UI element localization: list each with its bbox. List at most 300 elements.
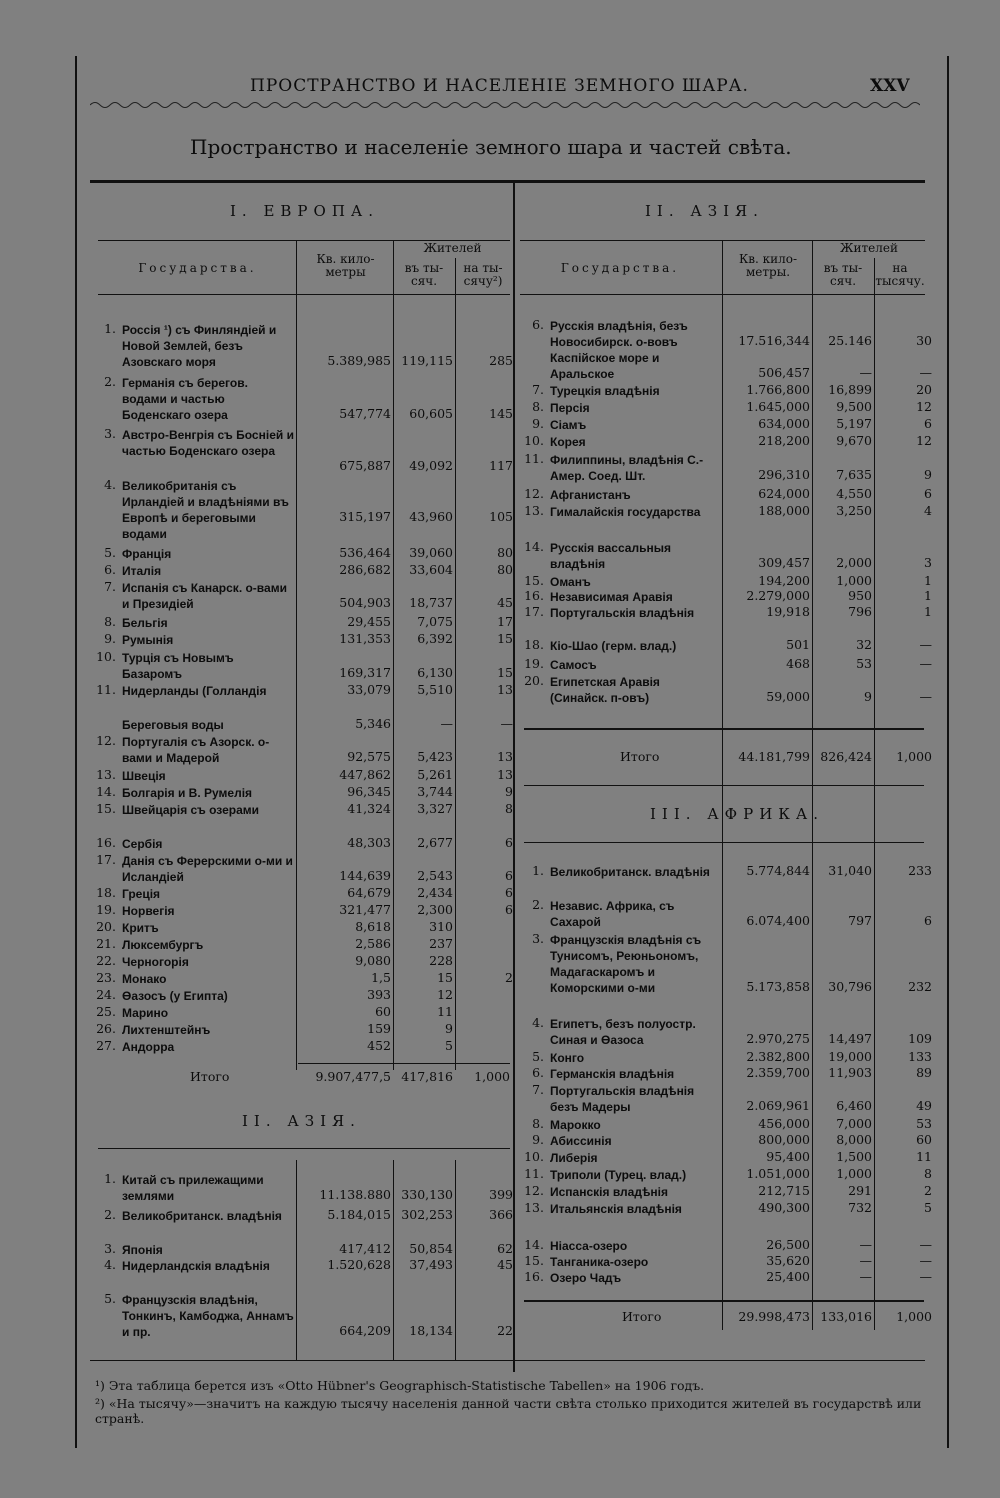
per-thousand-value: 6 — [505, 868, 513, 883]
area-value: 296,310 — [758, 467, 810, 482]
area-value: 9,080 — [355, 953, 391, 968]
state-name: Русскія вассальныя владѣнія — [550, 541, 671, 571]
state-name: Корея — [550, 435, 586, 449]
per-thousand-value: — — [919, 637, 932, 652]
area-value: 5.184,015 — [327, 1207, 391, 1222]
state-name: Великобританія съ Ирландіей и владѣніями въ Европѣ и береговыми водами — [122, 479, 289, 541]
europe-col-pop-thousands: въ ты-сяч. — [404, 261, 444, 288]
per-thousand-value: 1 — [924, 588, 932, 603]
population-value: 60,605 — [409, 406, 453, 421]
row-number: 5. — [104, 545, 116, 560]
population-value: 2,434 — [417, 885, 453, 900]
population-value: 4,550 — [836, 486, 872, 501]
population-value: 797 — [848, 913, 872, 928]
population-value: 237 — [429, 936, 453, 951]
row-number: 17. — [96, 852, 116, 867]
per-thousand-value: 80 — [497, 545, 513, 560]
row-number: 17. — [524, 604, 544, 619]
population-value: 33,604 — [409, 562, 453, 577]
population-value: — — [859, 1237, 872, 1252]
population-value: 18,737 — [409, 595, 453, 610]
population-value: 37,493 — [409, 1257, 453, 1272]
area-value: 218,200 — [758, 433, 810, 448]
africa-top-rule — [524, 785, 924, 786]
population-value: 7,000 — [836, 1116, 872, 1131]
state-name: Французскія владѣнія, Тонкинъ, Камбоджа, Аннамъ и пр. — [122, 1293, 294, 1339]
running-title: ПРОСТРАНСТВО И НАСЕЛЕНІЕ ЗЕМНОГО ШАРА. — [250, 76, 749, 96]
state-name: Марино — [122, 1006, 169, 1020]
europe-total-label: Итого — [190, 1069, 230, 1084]
area-value: 800,000 — [758, 1132, 810, 1147]
state-name: Филиппины, владѣнія С.-Амер. Соед. Шт. — [550, 453, 704, 483]
population-value: 1,000 — [836, 573, 872, 588]
state-name: Кіо-Шао (герм. влад.) — [550, 639, 677, 653]
population-value: 5,261 — [417, 767, 453, 782]
per-thousand-value: 6 — [505, 885, 513, 900]
population-value: 291 — [848, 1183, 872, 1198]
state-name: Швеція — [122, 769, 166, 783]
area-value: 35,620 — [766, 1253, 810, 1268]
africa-section-title: III. АФРИКА. — [650, 805, 825, 823]
state-name: Египетъ, безъ полуостр. Синая и Өазоса — [550, 1017, 696, 1047]
area-value: 5.774,844 — [746, 863, 810, 878]
population-value: 302,253 — [401, 1207, 453, 1222]
state-name: Абиссинія — [550, 1134, 612, 1148]
state-name: Бельгія — [122, 616, 168, 630]
per-thousand-value: 15 — [497, 631, 513, 646]
population-value: 950 — [848, 588, 872, 603]
europe-total-per: 1,000 — [474, 1069, 510, 1084]
area-value: 468 — [786, 656, 810, 671]
area-value: 159 — [367, 1021, 391, 1036]
area-value: 2.069,961 — [746, 1098, 810, 1113]
area-value: 1.645,000 — [746, 399, 810, 414]
row-number: 9. — [532, 416, 544, 431]
per-thousand-value: 60 — [916, 1132, 932, 1147]
area-value: 131,353 — [339, 631, 391, 646]
state-name: Независимая Аравія — [550, 590, 673, 604]
per-thousand-value: 4 — [924, 503, 932, 518]
state-name: Андорра — [122, 1040, 175, 1054]
asia-col-state: Государства. — [560, 261, 680, 275]
area-value: 26,500 — [766, 1237, 810, 1252]
area-value: 504,903 — [339, 595, 391, 610]
per-thousand-value: — — [919, 1253, 932, 1268]
row-number: 7. — [532, 1082, 544, 1097]
state-name: Португальскія владѣнія безъ Мадеры — [550, 1084, 695, 1114]
row-number: 2. — [532, 897, 544, 912]
state-name: Люксембургъ — [122, 938, 204, 952]
population-value: 31,040 — [828, 863, 872, 878]
asia-col-pop-thousands: въ ты-сяч. — [823, 261, 863, 288]
asia-left-col-divider-1 — [296, 1160, 297, 1360]
population-value: 5,197 — [836, 416, 872, 431]
per-thousand-value: 109 — [908, 1031, 932, 1046]
area-value: 456,000 — [758, 1116, 810, 1131]
area-value: 634,000 — [758, 416, 810, 431]
state-name: Критъ — [122, 921, 159, 935]
per-thousand-value: 133 — [908, 1049, 932, 1064]
state-name: Черногорія — [122, 955, 189, 969]
per-thousand-value: 233 — [908, 863, 932, 878]
state-name: Русскія владѣнія, безъ Новосибирск. о-вовъ — [550, 319, 688, 349]
area-value: 547,774 — [339, 406, 391, 421]
europe-col-divider-2 — [393, 240, 394, 1070]
area-value: 64,679 — [347, 885, 391, 900]
row-number: 25. — [96, 1004, 116, 1019]
europe-total-area: 9.907,477,5 — [315, 1069, 391, 1084]
row-number: 1. — [104, 1171, 116, 1186]
state-name: Ніасса-озеро — [550, 1239, 628, 1253]
population-value: 5,423 — [417, 749, 453, 764]
per-thousand-value: 2 — [924, 1183, 932, 1198]
row-number: 4. — [104, 1257, 116, 1272]
state-name: Румынія — [122, 633, 174, 647]
area-value: 5,346 — [355, 716, 391, 731]
footnote-1: ¹) Эта таблица берется изъ «Otto Hübner's Geographisch-Statistische Tabellen» на 1906 годъ. — [95, 1378, 705, 1393]
population-value: 11,903 — [828, 1065, 872, 1080]
population-value: 18,134 — [409, 1323, 453, 1338]
area-value: 59,000 — [766, 689, 810, 704]
row-number: 3. — [532, 931, 544, 946]
row-number: 2. — [104, 374, 116, 389]
per-thousand-value: 2 — [505, 970, 513, 985]
population-value: — — [859, 1269, 872, 1284]
per-thousand-value: — — [919, 656, 932, 671]
europe-col-divider-1 — [296, 240, 297, 1070]
per-thousand-value: 5 — [924, 1200, 932, 1215]
row-number: 19. — [96, 902, 116, 917]
state-name: Монако — [122, 972, 167, 986]
area-value: 321,477 — [339, 902, 391, 917]
state-name: Египетская Аравія (Синайск. п-овъ) — [550, 675, 660, 705]
row-number: 4. — [532, 1015, 544, 1030]
row-number: 2. — [104, 1207, 116, 1222]
row-number: 16. — [524, 1269, 544, 1284]
state-name: Сіамъ — [550, 418, 587, 432]
europe-section-title: I. ЕВРОПА. — [230, 202, 380, 220]
per-thousand-value: — — [500, 716, 513, 731]
row-number: 26. — [96, 1021, 116, 1036]
africa-header-rule — [524, 842, 924, 843]
europe-col-pop-per: на ты-сячу²) — [463, 261, 503, 288]
population-value: 3,250 — [836, 503, 872, 518]
state-name: Великобританск. владѣнія — [122, 1209, 282, 1223]
area-value: 286,682 — [339, 562, 391, 577]
europe-col-divider-3 — [455, 258, 456, 1070]
population-value: — — [859, 1253, 872, 1268]
population-value: 9 — [864, 689, 872, 704]
population-value: 43,960 — [409, 509, 453, 524]
population-value: 310 — [429, 919, 453, 934]
population-value: 5,510 — [417, 682, 453, 697]
row-number: 14. — [524, 1237, 544, 1252]
area-value: 1.520,628 — [327, 1257, 391, 1272]
population-value: — — [859, 365, 872, 380]
row-number: 9. — [104, 631, 116, 646]
population-value: 14,497 — [828, 1031, 872, 1046]
population-value: 3,744 — [417, 784, 453, 799]
area-value: 1.051,000 — [746, 1166, 810, 1181]
per-thousand-value: 6 — [924, 416, 932, 431]
area-value: 2,586 — [355, 936, 391, 951]
row-number: 3. — [104, 1241, 116, 1256]
row-number: 5. — [532, 1049, 544, 1064]
per-thousand-value: 13 — [497, 682, 513, 697]
state-name: Греція — [122, 887, 161, 901]
population-value: 6,130 — [417, 665, 453, 680]
main-title: Пространство и населеніе земного шара и частей свѣта. — [190, 135, 792, 159]
state-name: Либерія — [550, 1151, 598, 1165]
per-thousand-value: 6 — [505, 835, 513, 850]
asia-right-total-rule — [524, 728, 924, 730]
row-number: 18. — [96, 885, 116, 900]
area-value: 393 — [367, 987, 391, 1002]
population-value: 32 — [856, 637, 872, 652]
per-thousand-value: 80 — [497, 562, 513, 577]
row-number: 20. — [96, 919, 116, 934]
state-name: Итальянскія владѣнія — [550, 1202, 682, 1216]
population-value: — — [440, 716, 453, 731]
population-value: 9,670 — [836, 433, 872, 448]
area-value: 452 — [367, 1038, 391, 1053]
row-number: 8. — [532, 399, 544, 414]
state-name: Италія — [122, 564, 162, 578]
europe-total-rule — [298, 1063, 510, 1064]
row-number: 7. — [104, 579, 116, 594]
state-name: Франція — [122, 547, 172, 561]
population-value: 6,392 — [417, 631, 453, 646]
row-number: 12. — [96, 733, 116, 748]
row-number: 6. — [532, 317, 544, 332]
bottom-rule — [90, 1360, 925, 1361]
state-name: Лихтенштейнъ — [122, 1023, 211, 1037]
africa-total-rule — [524, 1300, 924, 1302]
area-value: 96,345 — [347, 784, 391, 799]
area-value: 6.074,400 — [746, 913, 810, 928]
area-value: 8,618 — [355, 919, 391, 934]
per-thousand-value: 6 — [505, 902, 513, 917]
population-value: 119,115 — [401, 353, 453, 368]
area-value: 92,575 — [347, 749, 391, 764]
state-name: Россія ¹) съ Финляндіей и Новой Землей, безъ Азовскаго моря — [122, 323, 277, 369]
population-value: 3,327 — [417, 801, 453, 816]
state-name: Португальскія владѣнія — [550, 606, 695, 620]
per-thousand-value: 15 — [497, 665, 513, 680]
state-name: Конго — [550, 1051, 585, 1065]
per-thousand-value: 1 — [924, 604, 932, 619]
population-value: 228 — [429, 953, 453, 968]
area-value: 664,209 — [339, 1323, 391, 1338]
per-thousand-value: 232 — [908, 979, 932, 994]
page-number: XXV — [870, 76, 910, 96]
per-thousand-value: 12 — [916, 433, 932, 448]
top-rule — [90, 180, 925, 183]
row-number: 19. — [524, 656, 544, 671]
per-thousand-value: 17 — [497, 614, 513, 629]
row-number: 13. — [96, 767, 116, 782]
row-number: 23. — [96, 970, 116, 985]
area-value: 25,400 — [766, 1269, 810, 1284]
row-number: 10. — [524, 1149, 544, 1164]
state-name: Болгарія и В. Румелія — [122, 786, 253, 800]
area-value: 19,918 — [766, 604, 810, 619]
europe-header-bottom-rule — [98, 294, 510, 295]
population-value: 30,796 — [828, 979, 872, 994]
per-thousand-value: 12 — [916, 399, 932, 414]
population-value: 16,899 — [828, 382, 872, 397]
per-thousand-value: 117 — [489, 458, 513, 473]
asia-col-area: Кв. кило-метры. — [738, 252, 798, 279]
area-value: 95,400 — [766, 1149, 810, 1164]
row-number: 8. — [532, 1116, 544, 1131]
population-value: 53 — [856, 656, 872, 671]
area-value: 2.359,700 — [746, 1065, 810, 1080]
state-name: Швейцарія съ озерами — [122, 803, 260, 817]
population-value: 330,130 — [401, 1187, 453, 1202]
state-name: Китай съ прилежащими землями — [122, 1173, 264, 1203]
per-thousand-value: 53 — [916, 1116, 932, 1131]
area-value: 490,300 — [758, 1200, 810, 1215]
area-value: 5.173,858 — [746, 979, 810, 994]
state-name: Норвегія — [122, 904, 175, 918]
per-thousand-value: 9 — [924, 467, 932, 482]
row-number: 8. — [104, 614, 116, 629]
per-thousand-value: 145 — [489, 406, 513, 421]
state-name: Нидерландскія владѣнія — [122, 1259, 270, 1273]
asia-right-total-area: 44.181,799 — [738, 749, 810, 764]
row-number: 3. — [104, 426, 116, 441]
africa-total-label: Итого — [622, 1309, 662, 1324]
state-name: Оманъ — [550, 575, 591, 589]
asia-right-total-per: 1,000 — [896, 749, 932, 764]
europe-col-area: Кв. кило-метры — [316, 252, 375, 279]
asia-left-col-divider-2 — [393, 1160, 394, 1360]
per-thousand-value: 9 — [505, 784, 513, 799]
population-value: 732 — [848, 1200, 872, 1215]
area-value: 315,197 — [339, 509, 391, 524]
europe-col-pop: Жителей — [423, 241, 482, 255]
population-value: 2,543 — [417, 868, 453, 883]
asia-right-section-title: II. АЗІЯ. — [645, 202, 764, 220]
area-value: 2.382,800 — [746, 1049, 810, 1064]
row-number: 15. — [524, 573, 544, 588]
area-value: 1.766,800 — [746, 382, 810, 397]
state-name: Германія съ берегов. водами и частью Боденскаго озера — [122, 376, 248, 422]
per-thousand-value: 45 — [497, 1257, 513, 1272]
row-number: 20. — [524, 673, 544, 688]
per-thousand-value: 1 — [924, 573, 932, 588]
row-number: 12. — [524, 1183, 544, 1198]
wavy-divider — [90, 100, 920, 110]
per-thousand-value: — — [919, 1237, 932, 1252]
asia-left-section-title: II. АЗІЯ. — [242, 1112, 361, 1130]
population-value: 39,060 — [409, 545, 453, 560]
population-value: 796 — [848, 604, 872, 619]
area-value: 188,000 — [758, 503, 810, 518]
state-name: Каспійское море и Аральское — [550, 351, 660, 381]
row-number: 14. — [96, 784, 116, 799]
population-value: 9,500 — [836, 399, 872, 414]
row-number: 5. — [104, 1291, 116, 1306]
per-thousand-value: 8 — [924, 1166, 932, 1181]
state-name: Афганистанъ — [550, 488, 631, 502]
area-value: 212,715 — [758, 1183, 810, 1198]
per-thousand-value: 8 — [505, 801, 513, 816]
population-value: 11 — [437, 1004, 453, 1019]
state-name: Австро-Венгрія съ Босніей и частью Боденскаго озера — [122, 428, 294, 458]
state-name: Турецкія владѣнія — [550, 384, 660, 398]
population-value: 6,460 — [836, 1098, 872, 1113]
asia-right-total-pop: 826,424 — [820, 749, 872, 764]
population-value: 12 — [437, 987, 453, 1002]
state-name: Данія съ Ферерскими о-ми и Исландіей — [122, 854, 293, 884]
area-value: 11.138.880 — [319, 1187, 391, 1202]
per-thousand-value: 366 — [489, 1207, 513, 1222]
row-number: 9. — [532, 1132, 544, 1147]
area-value: 309,457 — [758, 555, 810, 570]
europe-total-pop: 417,816 — [401, 1069, 453, 1084]
area-value: 1,5 — [371, 970, 391, 985]
per-thousand-value: — — [919, 1269, 932, 1284]
row-number: 13. — [524, 503, 544, 518]
asia-right-total-label: Итого — [620, 749, 660, 764]
per-thousand-value: 22 — [497, 1323, 513, 1338]
area-value: 194,200 — [758, 573, 810, 588]
row-number: 16. — [524, 588, 544, 603]
population-value: 8,000 — [836, 1132, 872, 1147]
area-value: 169,317 — [339, 665, 391, 680]
state-name: Португалія съ Азорск. о-вами и Мадерой — [122, 735, 270, 765]
row-number: 22. — [96, 953, 116, 968]
row-number: 21. — [96, 936, 116, 951]
population-value: 1,000 — [836, 1166, 872, 1181]
per-thousand-value: 285 — [489, 353, 513, 368]
population-value: 50,854 — [409, 1241, 453, 1256]
row-number: 14. — [524, 539, 544, 554]
area-value: 501 — [786, 637, 810, 652]
per-thousand-value: 11 — [916, 1149, 932, 1164]
africa-total-area: 29.998,473 — [738, 1309, 810, 1324]
footnote-2: ²) «На тысячу»—значитъ на каждую тысячу населенія данной части свѣта столько приходится жителей въ государствѣ или странѣ. — [95, 1396, 922, 1426]
area-value: 48,303 — [347, 835, 391, 850]
row-number: 12. — [524, 486, 544, 501]
population-value: 7,635 — [836, 467, 872, 482]
row-number: 1. — [104, 321, 116, 336]
population-value: 2,000 — [836, 555, 872, 570]
population-value: 7,075 — [417, 614, 453, 629]
population-value: 19,000 — [828, 1049, 872, 1064]
per-thousand-value: — — [919, 689, 932, 704]
population-value: 1,500 — [836, 1149, 872, 1164]
europe-col-state: Государства. — [138, 261, 257, 275]
row-number: 1. — [532, 863, 544, 878]
state-name: Танганика-озеро — [550, 1255, 649, 1269]
per-thousand-value: 30 — [916, 333, 932, 348]
row-number: 24. — [96, 987, 116, 1002]
state-name: Самосъ — [550, 658, 597, 672]
center-divider — [513, 182, 515, 1372]
row-number: 4. — [104, 477, 116, 492]
per-thousand-value: 45 — [497, 595, 513, 610]
population-value: 5 — [445, 1038, 453, 1053]
area-value: 447,862 — [339, 767, 391, 782]
state-name: Независ. Африка, съ Сахарой — [550, 899, 675, 929]
per-thousand-value: — — [919, 365, 932, 380]
state-name: Испанія съ Канарск. о-вами и Президіей — [122, 581, 287, 611]
asia-left-top-rule — [98, 1148, 510, 1149]
area-value: 60 — [375, 1004, 391, 1019]
